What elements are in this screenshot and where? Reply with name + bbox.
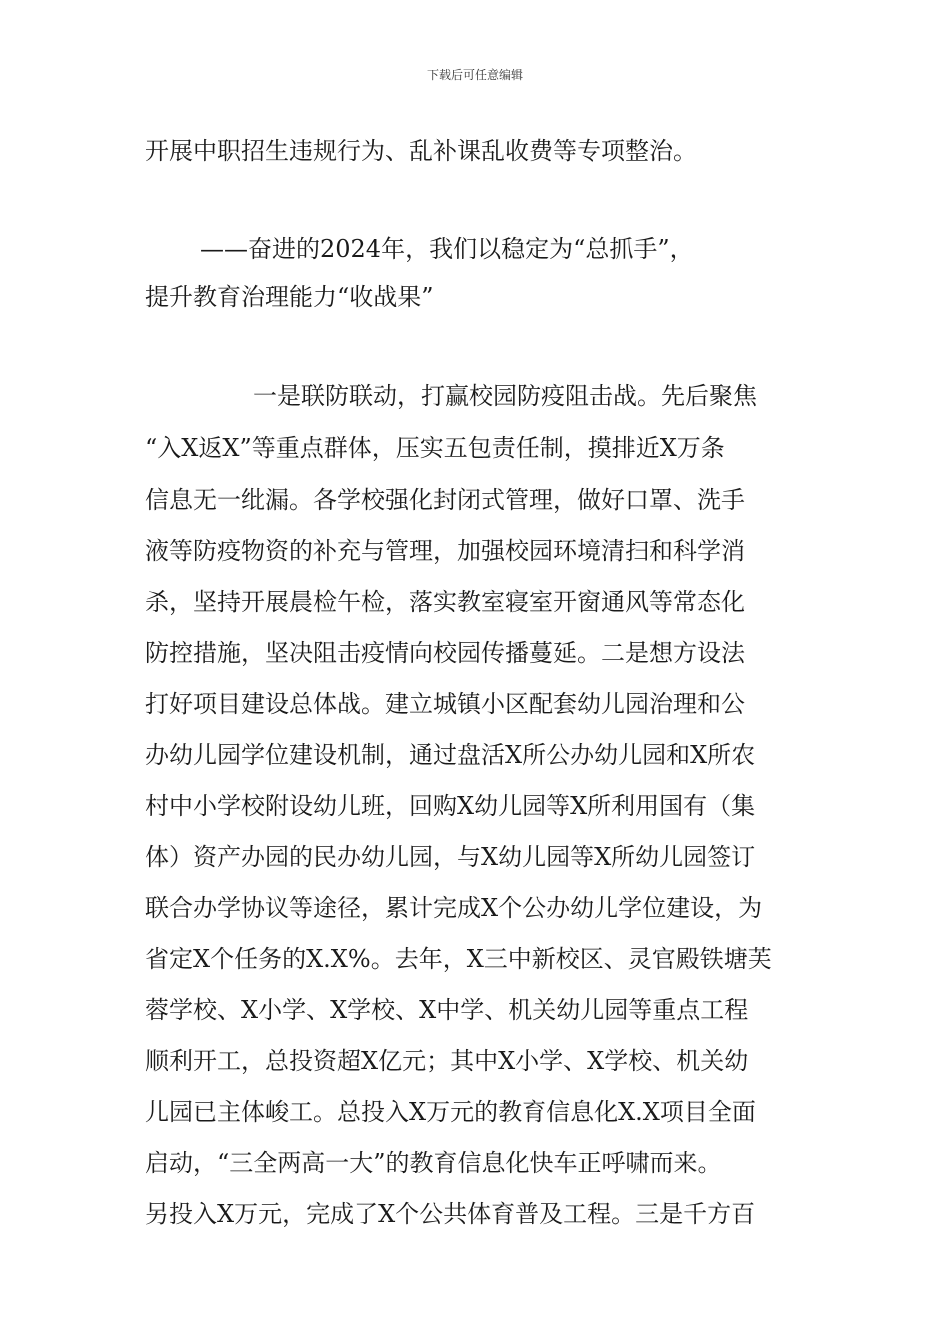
paragraph-line-2: “入X返X”等重点群体，压实五包责任制，摸排近X万条 [145,434,725,462]
text-line-1: 开展中职招生违规行为、乱补课乱收费等专项整治。 [145,137,697,165]
paragraph-line-3: 信息无一纰漏。各学校强化封闭式管理，做好口罩、洗手 [145,486,745,514]
paragraph-line-10: 体）资产办园的民办幼儿园，与X幼儿园等X所幼儿园签订 [145,843,756,871]
paragraph-line-14: 顺利开工，总投资超X亿元；其中X小学、X学校、机关幼 [145,1047,749,1075]
paragraph-line-4: 液等防疫物资的补充与管理，加强校园环境清扫和科学消 [145,537,745,565]
page-header: 下载后可任意编辑 [426,68,523,82]
paragraph-line-17: 另投入X万元，完成了X个公共体育普及工程。三是千方百 [145,1200,756,1228]
paragraph-line-12: 省定X个任务的X.X%。去年，X三中新校区、灵官殿铁塘芙 [145,945,772,973]
paragraph-line-8: 办幼儿园学位建设机制，通过盘活X所公办幼儿园和X所农 [145,741,756,769]
paragraph-line-7: 打好项目建设总体战。建立城镇小区配套幼儿园治理和公 [145,690,745,718]
paragraph-line-16: 启动，“三全两高一大”的教育信息化快车正呼啸而来。 [145,1149,722,1177]
section-heading-line-1: ——奋进的2024年，我们以稳定为“总抓手”， [200,235,694,263]
paragraph-line-11: 联合办学协议等途径，累计完成X个公办幼儿学位建设，为 [145,894,763,922]
paragraph-line-5: 杀，坚持开展晨检午检，落实教室寝室开窗通风等常态化 [145,588,745,616]
paragraph-line-6: 防控措施，坚决阻击疫情向校园传播蔓延。二是想方设法 [145,639,745,667]
section-heading-line-2: 提升教育治理能力“收战果” [145,283,434,311]
paragraph-line-15: 儿园已主体峻工。总投入X万元的教育信息化X.X项目全面 [145,1098,756,1126]
paragraph-line-13: 蓉学校、X小学、X学校、X中学、机关幼儿园等重点工程 [145,996,749,1024]
paragraph-line-1: 一是联防联动，打赢校园防疫阻击战。先后聚焦 [253,382,757,410]
paragraph-line-9: 村中小学校附设幼儿班，回购X幼儿园等X所利用国有（集 [145,792,756,820]
